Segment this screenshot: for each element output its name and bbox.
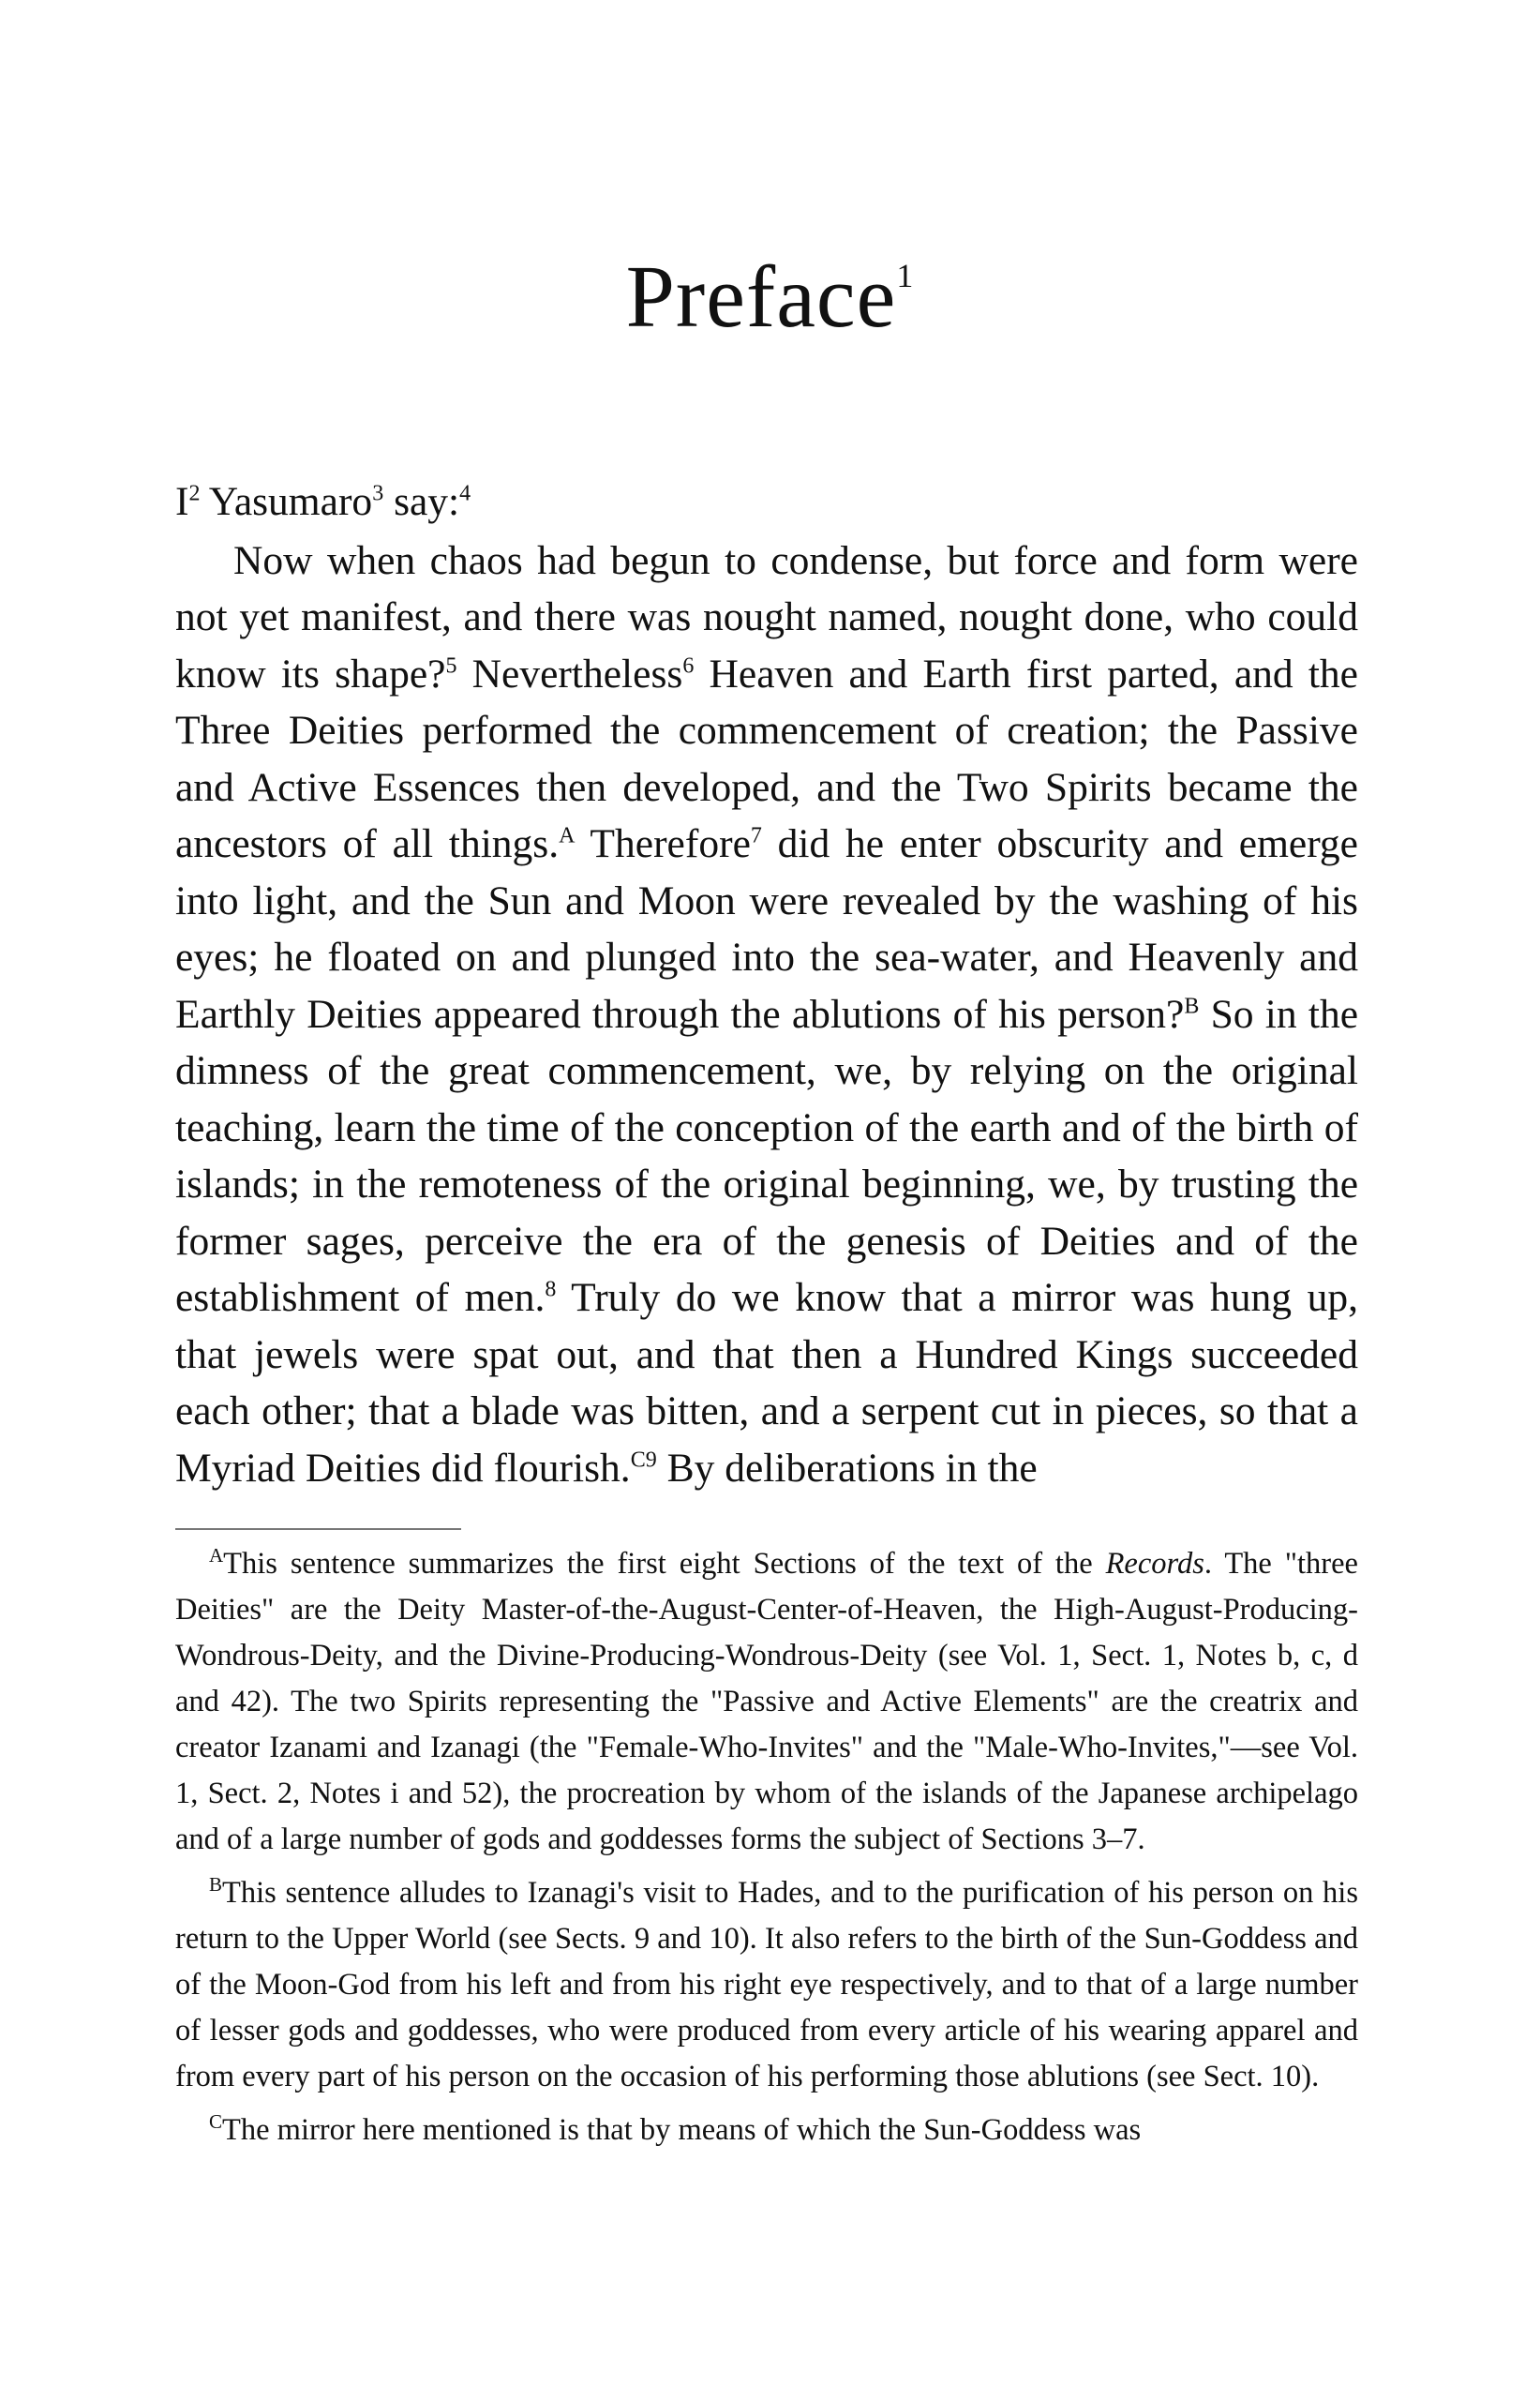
note-ref: 6 [682,653,695,678]
note-ref: 7 [750,823,762,848]
page-title [0,248,1540,346]
title-note-ref: 1 [896,257,915,294]
sentence: Truly do we know that a mirror was hung up, that jewels were spat out, and that then a Hundred Kings succeeded each other; that a blade was bitten, and a serpent cut in pieces, so that a Myriad Deities did flourish. [175,1275,1358,1491]
sentence: Nevertheless [456,651,683,697]
sentence: Heaven and Earth first parted, and the Three Deities performed the commencement of creation; the Passive and Active Essences then developed, and the Two Spirits became the ancestors of all things. [175,651,1358,866]
note-ref: 2 [188,481,201,506]
footnote-text: This sentence alludes to Izanagi's visit to Hades, and to the purification of his person on his return to the Upper World (see Sects. 9 and 10). It also refers to the birth of the Sun-Goddess and of the Moon-God from his left and from his right eye respectively, and to that of a large number of lesser gods and goddesses, who were produced from every article of his wearing apparel and from every part of his person on the occasion of his performing those ablutions (see Sect. 10). [175,1876,1358,2093]
sentence: By deliberations in the [656,1445,1038,1491]
footnote-text: . The "three Deities" are the Deity Master-of-the-August-Center-of-Heaven, the High-August-Producing-Wondrous-Deity, and the Divine-Producing-Wondrous-Deity (see Vol. 1, Sect. 1, Notes b, c, d and 42). The two Spirits representing the "Passive and Active Elements" are the creatrix and creator Izanami and Izanagi (the "Female-Who-Invites" and the "Male-Who-Invites,"—see Vol. 1, Sect. 2, Notes i and 52), the procreation by whom of the islands of the Japanese archipelago and of a large number of gods and goddesses forms the subject of Sections 3–7. [175,1547,1358,1856]
sentence: So in the dimness of the great commencement, we, by relying on the original teaching, learn the time of the conception of the earth and of the birth of islands; in the remoteness of the original beginning, we, by trusting the former sages, perceive the era of the genesis of Deities and of the establishment of men. [175,991,1359,1320]
footnote-italic: Records [1105,1547,1204,1581]
footnote-ref: A [559,823,576,848]
footnote-text: The mirror here mentioned is that by means of which the Sun-Goddess was [222,2113,1142,2147]
body-paragraph [175,532,1358,1497]
footnote-mark: C [209,2110,223,2134]
note-ref: 8 [545,1277,557,1302]
title-text: Preface [625,248,897,346]
footnote [175,1541,1358,1863]
footnote-ref: C9 [630,1448,657,1472]
footnote-ref: B [1184,994,1200,1018]
note-ref: 4 [459,481,471,506]
opener-text: I [175,479,189,524]
note-ref: 3 [372,481,384,506]
footnote-mark: B [209,1873,223,1897]
footnote [175,2108,1358,2153]
footnote-text: This sentence summarizes the first eight Sections of the text of the [223,1547,1106,1581]
sentence: Therefore [575,821,751,866]
opener-text: say: [383,479,460,524]
note-ref: 5 [445,653,457,678]
footnote-separator [175,1528,461,1530]
footnote [175,1870,1358,2100]
footnote-mark: A [209,1544,224,1568]
sentence: did he enter obscurity and emerge into light, and the Sun and Moon were revealed by the washing of his eyes; he floated on and plunged into the sea-water, and Heavenly and Earthly Deities appeared through the ablutions of his person? [175,821,1358,1037]
opener-text: Yasumaro [200,479,373,524]
footnotes [175,1541,1358,2161]
sentence: Now when chaos had begun to condense, but force and form were not yet manifest, and there was nought named, nought done, who could know its shape? [175,537,1358,697]
opening-line [175,473,1358,531]
main-text [175,473,1358,1496]
